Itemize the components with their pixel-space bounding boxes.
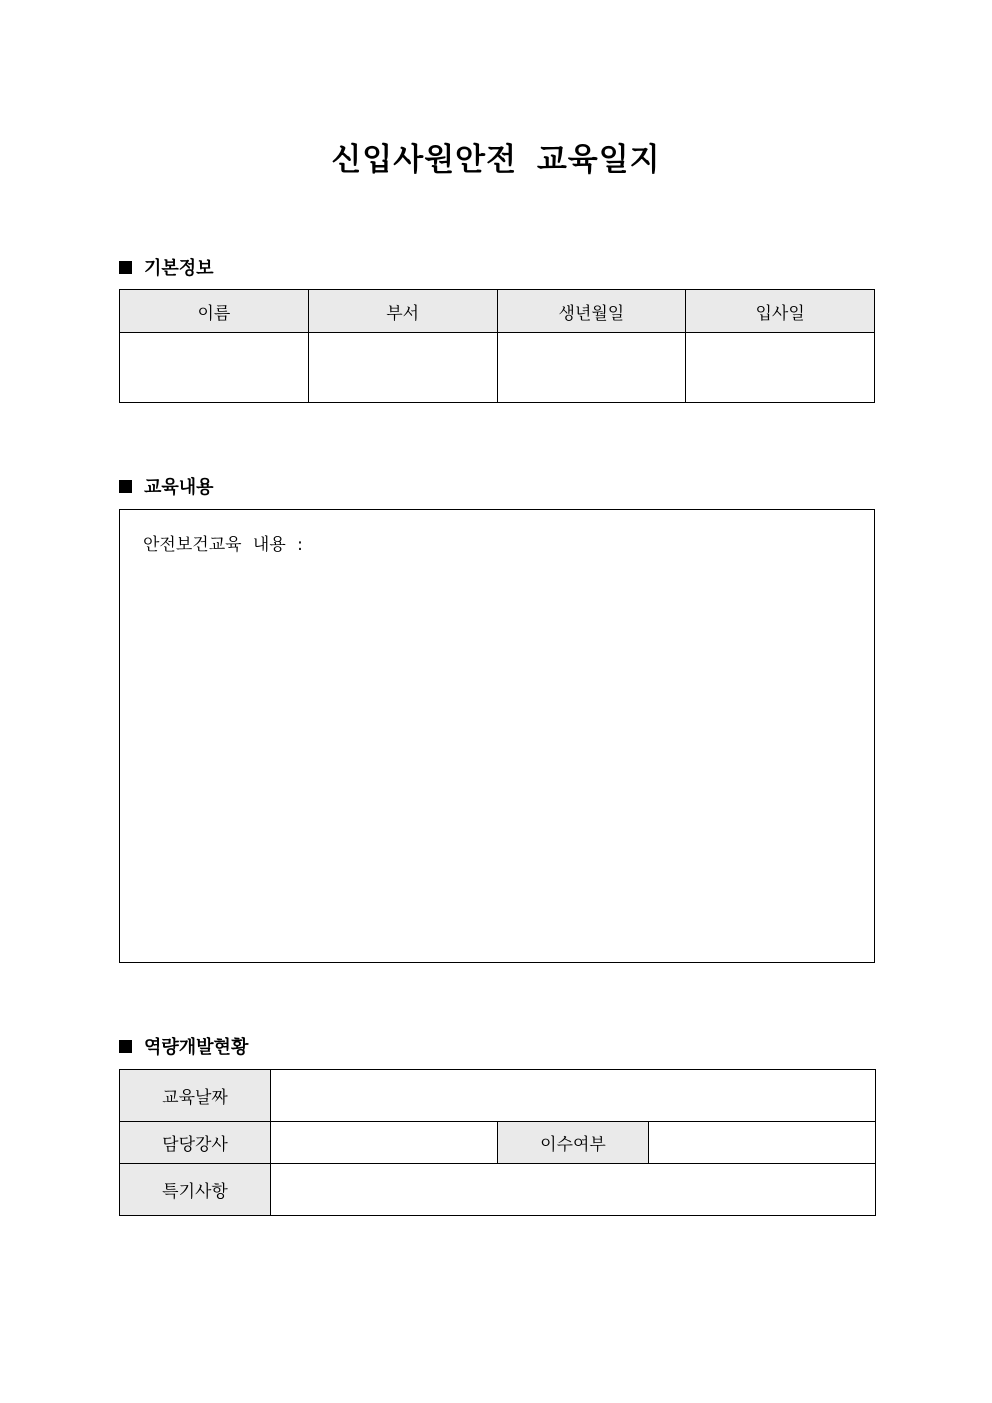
education-content-heading-label: 교육내용 [144,477,214,498]
basic-info-header-row [120,290,875,333]
birthdate-value-cell[interactable] [497,333,686,403]
instructor-label: 담당강사 [120,1122,271,1164]
page-title: 신입사원안전 교육일지 [331,142,661,178]
basic-info-value-row [120,333,875,403]
name-column-header: 이름 [120,290,309,333]
education-date-value[interactable] [271,1070,876,1122]
completion-status-label: 이수여부 [498,1122,649,1164]
instructor-value[interactable] [271,1122,498,1164]
education-content-heading [119,473,214,499]
remarks-label: 특기사항 [120,1164,271,1216]
name-value-cell[interactable] [120,333,309,403]
join-date-value-cell[interactable] [686,333,875,403]
basic-info-heading-label: 기본정보 [144,258,214,279]
department-column-header: 부서 [308,290,497,333]
square-bullet-icon [119,261,132,274]
education-content-box[interactable] [119,509,875,963]
education-content-label: 안전보건교육 내용 : [143,535,303,555]
instructor-row [120,1122,876,1164]
remarks-row [120,1164,876,1216]
education-date-label: 교육날짜 [120,1070,271,1122]
birthdate-column-header: 생년월일 [497,290,686,333]
join-date-column-header: 입사일 [686,290,875,333]
department-value-cell[interactable] [308,333,497,403]
square-bullet-icon [119,480,132,493]
education-date-row [120,1070,876,1122]
basic-info-heading [119,254,214,280]
competency-heading [119,1033,248,1059]
basic-info-table [119,289,875,403]
completion-status-value[interactable] [649,1122,876,1164]
competency-table [119,1069,876,1216]
remarks-value[interactable] [271,1164,876,1216]
competency-heading-label: 역량개발현황 [144,1037,249,1058]
square-bullet-icon [119,1040,132,1053]
